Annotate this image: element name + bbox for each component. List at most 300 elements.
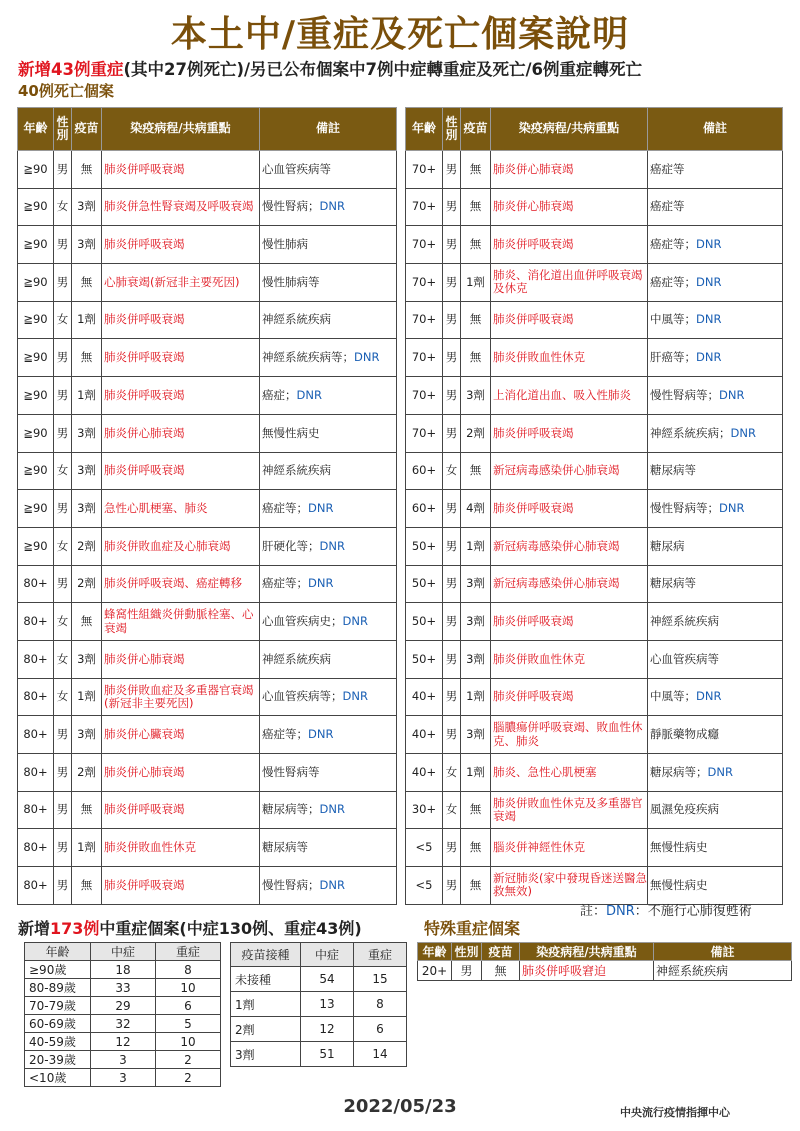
age-cell: 80+	[18, 640, 54, 678]
note-text: 癌症等；	[650, 274, 696, 289]
note-text: 慢性肺病	[262, 237, 308, 252]
table-row	[18, 339, 397, 377]
table-row	[418, 961, 792, 981]
col-header-disease: 染疫病程/共病重點	[491, 108, 648, 151]
column-header: 中症	[301, 943, 354, 967]
disease-cell: 肺炎併急性腎衰竭及呼吸衰竭	[102, 188, 260, 226]
vaccine-cell: 3劑	[461, 603, 491, 641]
note-cell	[260, 301, 397, 339]
vaccine-cell: 無	[461, 867, 491, 905]
table-row	[406, 226, 783, 264]
table-row	[18, 527, 397, 565]
table-row	[18, 565, 397, 603]
sex-cell: 男	[54, 565, 72, 603]
table-row	[18, 188, 397, 226]
sex-cell: 男	[443, 527, 461, 565]
disease-cell: 新冠病毒感染併心肺衰竭	[491, 527, 648, 565]
sex-cell: 男	[54, 414, 72, 452]
note-text: 糖尿病等；	[650, 764, 708, 779]
age-cell: ≧90	[18, 188, 54, 226]
table-cell: 20+	[418, 961, 452, 981]
disease-cell: 新冠病毒感染併心肺衰竭	[491, 452, 648, 490]
vaccine-cell: 無	[72, 264, 102, 302]
vaccine-cell: 3劑	[72, 226, 102, 264]
age-cell: 80+	[18, 754, 54, 792]
note-cell	[260, 151, 397, 189]
table-row	[18, 377, 397, 415]
col-header-age: 年齡	[18, 108, 54, 151]
age-cell: ≧90	[18, 490, 54, 528]
disease-cell: 新冠肺炎(家中發現昏迷送醫急救無效)	[491, 867, 648, 905]
disease-cell: 肺炎、消化道出血併呼吸衰竭及休克	[491, 264, 648, 302]
vaccine-cell: 3劑	[72, 490, 102, 528]
vaccine-cell: 1劑	[461, 264, 491, 302]
disease-cell: 肺炎併呼吸衰竭	[491, 490, 648, 528]
note-text: 癌症等；	[262, 576, 308, 591]
note-text: 中風等；	[650, 312, 696, 327]
table-row	[406, 188, 783, 226]
age-cell: 40+	[406, 754, 443, 792]
disease-cell: 肺炎、急性心肌梗塞	[491, 754, 648, 792]
vaccine-cell: 3劑	[72, 716, 102, 754]
note-text: 心血管疾病等	[262, 161, 331, 176]
table-row	[18, 754, 397, 792]
table-row	[406, 301, 783, 339]
table-cell: <10歲	[25, 1069, 91, 1087]
dnr-label: DNR	[319, 199, 345, 214]
table-cell: 10	[156, 979, 221, 997]
note-text: 癌症等；	[262, 500, 308, 515]
table-cell: 10	[156, 1033, 221, 1051]
table-row	[406, 678, 783, 716]
sex-cell: 女	[54, 188, 72, 226]
note-cell	[648, 414, 783, 452]
table-row	[231, 967, 407, 992]
vaccine-cell: 3劑	[72, 414, 102, 452]
table-row	[18, 452, 397, 490]
sex-cell: 男	[443, 226, 461, 264]
disease-cell: 肺炎併呼吸衰竭	[102, 867, 260, 905]
note-text: 無慢性病史	[650, 840, 708, 855]
note-text: 糖尿病等	[650, 463, 696, 478]
note-cell	[648, 791, 783, 829]
age-cell: 80+	[18, 716, 54, 754]
vaccine-cell: 1劑	[461, 678, 491, 716]
table-cell: ≥90歲	[25, 961, 91, 979]
dnr-label: DNR	[342, 689, 368, 704]
disease-cell: 肺炎併心臟衰竭	[102, 716, 260, 754]
age-cell: ≧90	[18, 527, 54, 565]
table-cell: 8	[156, 961, 221, 979]
table-row	[406, 414, 783, 452]
sex-cell: 男	[443, 377, 461, 415]
table-row	[18, 716, 397, 754]
note-cell	[260, 791, 397, 829]
age-cell: ≧90	[18, 414, 54, 452]
disease-cell: 肺炎併呼吸衰竭	[102, 226, 260, 264]
table-row	[18, 829, 397, 867]
age-cell: 50+	[406, 603, 443, 641]
note-cell	[648, 188, 783, 226]
vaccine-cell: 2劑	[72, 754, 102, 792]
column-header: 性別	[452, 943, 482, 961]
sex-cell: 女	[54, 452, 72, 490]
age-cell: 70+	[406, 226, 443, 264]
table-row	[406, 603, 783, 641]
table-row	[406, 829, 783, 867]
note-cell	[648, 754, 783, 792]
vaccine-cell: 無	[461, 791, 491, 829]
age-cell: 30+	[406, 791, 443, 829]
sex-cell: 男	[54, 829, 72, 867]
column-header: 中症	[91, 943, 156, 961]
table-cell: 2劑	[231, 1017, 301, 1042]
disease-cell: 心肺衰竭(新冠非主要死因)	[102, 264, 260, 302]
table-row	[406, 264, 783, 302]
sex-cell: 女	[54, 640, 72, 678]
table-header	[231, 943, 407, 967]
age-cell: 40+	[406, 716, 443, 754]
table-row	[231, 1042, 407, 1067]
age-cell: 70+	[406, 151, 443, 189]
footnote-dnr: DNR	[606, 904, 635, 919]
dnr-label: DNR	[308, 500, 334, 515]
age-breakdown-table	[24, 942, 221, 1087]
age-cell: ≧90	[18, 301, 54, 339]
sex-cell: 男	[54, 377, 72, 415]
note-cell	[648, 490, 783, 528]
table-row	[18, 264, 397, 302]
sex-cell: 男	[443, 414, 461, 452]
note-cell	[648, 264, 783, 302]
severe-section-title	[18, 916, 362, 939]
table-row	[406, 791, 783, 829]
sex-cell: 男	[443, 603, 461, 641]
disease-cell: 肺炎併呼吸衰竭	[102, 339, 260, 377]
vaccine-cell: 無	[461, 226, 491, 264]
age-cell: 80+	[18, 867, 54, 905]
table-row	[406, 452, 783, 490]
sex-cell: 男	[443, 678, 461, 716]
note-cell	[260, 452, 397, 490]
dnr-label: DNR	[730, 425, 756, 440]
vaccine-cell: 無	[72, 603, 102, 641]
age-cell: <5	[406, 867, 443, 905]
disease-cell: 腦膿瘍併呼吸衰竭、敗血性休克、肺炎	[491, 716, 648, 754]
note-text: 糖尿病等	[262, 840, 308, 855]
sex-cell: 男	[443, 301, 461, 339]
disease-cell: 肺炎併敗血症及多重器官衰竭(新冠非主要死因)	[102, 678, 260, 716]
age-cell: 40+	[406, 678, 443, 716]
note-cell	[260, 527, 397, 565]
note-cell	[648, 377, 783, 415]
age-cell: 70+	[406, 301, 443, 339]
dnr-label: DNR	[342, 613, 368, 628]
disease-cell: 新冠病毒感染併心肺衰竭	[491, 565, 648, 603]
note-text: 無慢性病史	[650, 877, 708, 892]
table-row	[18, 414, 397, 452]
note-text: 癌症等	[650, 161, 685, 176]
table-row	[406, 490, 783, 528]
vaccine-cell: 無	[72, 339, 102, 377]
table-row	[406, 754, 783, 792]
footnote-text: ：不施行心肺復甦術	[634, 904, 752, 919]
note-text: 神經系統疾病	[262, 463, 331, 478]
age-cell: ≧90	[18, 339, 54, 377]
age-cell: ≧90	[18, 377, 54, 415]
note-text: 靜脈藥物成癮	[650, 727, 719, 742]
note-text: 糖尿病等	[650, 576, 696, 591]
note-cell	[260, 490, 397, 528]
table-row	[406, 339, 783, 377]
note-cell	[260, 754, 397, 792]
table-row	[18, 640, 397, 678]
age-cell: 70+	[406, 264, 443, 302]
note-cell	[260, 678, 397, 716]
dnr-label: DNR	[696, 350, 722, 365]
note-text: 慢性腎病等	[262, 764, 320, 779]
vaccine-cell: 3劑	[72, 452, 102, 490]
disease-cell: 肺炎併呼吸衰竭	[491, 301, 648, 339]
organization-name: 中央流行疫情指揮中心	[620, 1106, 730, 1119]
vaccine-cell: 無	[72, 151, 102, 189]
vaccine-cell: 1劑	[461, 527, 491, 565]
table-cell: 70-79歲	[25, 997, 91, 1015]
note-text: 心血管疾病等	[650, 651, 719, 666]
disease-cell: 肺炎併呼吸衰竭	[491, 603, 648, 641]
age-cell: 70+	[406, 339, 443, 377]
table-row	[25, 1015, 221, 1033]
death-table-right	[405, 107, 783, 905]
dnr-label: DNR	[696, 689, 722, 704]
sex-cell: 女	[54, 527, 72, 565]
dnr-label: DNR	[296, 387, 322, 402]
report-date: 2022/05/23	[343, 1096, 457, 1117]
note-cell	[648, 640, 783, 678]
column-header: 重症	[354, 943, 407, 967]
age-cell: 60+	[406, 452, 443, 490]
disease-cell: 肺炎併心肺衰竭	[102, 414, 260, 452]
note-text: 慢性腎病等；	[650, 500, 719, 515]
sex-cell: 男	[443, 829, 461, 867]
sex-cell: 男	[443, 490, 461, 528]
dnr-label: DNR	[719, 387, 745, 402]
table-row	[231, 1017, 407, 1042]
age-cell: 50+	[406, 640, 443, 678]
note-cell	[260, 414, 397, 452]
vaccine-cell: 1劑	[72, 301, 102, 339]
age-cell: 80+	[18, 791, 54, 829]
note-text: 肝癌等；	[650, 350, 696, 365]
disease-cell: 腦炎併神經性休克	[491, 829, 648, 867]
note-text: 中風等；	[650, 689, 696, 704]
note-text: 慢性肺病等	[262, 274, 320, 289]
sex-cell: 男	[443, 264, 461, 302]
dnr-label: DNR	[319, 538, 345, 553]
note-text: 神經系統疾病	[262, 312, 331, 327]
note-text: 糖尿病等；	[262, 802, 320, 817]
table-row	[406, 377, 783, 415]
col-header-sex: 性別	[54, 108, 72, 151]
age-cell: ≧90	[18, 226, 54, 264]
sex-cell: 男	[443, 640, 461, 678]
col-header-vaccine: 疫苗	[72, 108, 102, 151]
page-title: 本土中/重症及死亡個案說明	[170, 14, 630, 55]
note-cell	[260, 226, 397, 264]
vaccine-cell: 1劑	[461, 754, 491, 792]
disease-cell: 肺炎併敗血性休克	[491, 339, 648, 377]
age-cell: 80+	[18, 603, 54, 641]
table-cell: 33	[91, 979, 156, 997]
table-cell: 12	[91, 1033, 156, 1051]
vaccine-cell: 無	[72, 791, 102, 829]
note-text: 心血管疾病史；	[262, 613, 343, 628]
table-cell: 3	[91, 1069, 156, 1087]
age-cell: <5	[406, 829, 443, 867]
death-section-title: 40例死亡個案	[18, 82, 114, 100]
death-table-left	[17, 107, 397, 905]
sex-cell: 男	[54, 716, 72, 754]
table-cell: 51	[301, 1042, 354, 1067]
dnr-footnote	[580, 900, 752, 919]
table-row	[406, 716, 783, 754]
vaccine-cell: 3劑	[72, 640, 102, 678]
disease-cell: 肺炎併心肺衰竭	[102, 754, 260, 792]
severe-title-prefix: 新增	[18, 919, 51, 938]
table-cell: 32	[91, 1015, 156, 1033]
death-table-header	[406, 108, 783, 151]
table-cell: 1劑	[231, 992, 301, 1017]
page-subtitle	[18, 56, 642, 80]
note-text: 糖尿病	[650, 538, 685, 553]
severe-title-rest: 中重症個案(中症130例、重症43例)	[99, 919, 362, 938]
table-cell: 2	[156, 1069, 221, 1087]
table-cell: 2	[156, 1051, 221, 1069]
severe-title-count: 173例	[50, 919, 100, 938]
disease-cell: 肺炎併心肺衰竭	[491, 151, 648, 189]
table-cell: 12	[301, 1017, 354, 1042]
table-row	[18, 301, 397, 339]
sex-cell: 女	[54, 678, 72, 716]
table-cell: 18	[91, 961, 156, 979]
disease-cell: 肺炎併敗血症及心肺衰竭	[102, 527, 260, 565]
age-cell: ≧90	[18, 452, 54, 490]
note-cell	[260, 377, 397, 415]
table-row	[406, 151, 783, 189]
dnr-label: DNR	[319, 802, 345, 817]
table-row	[18, 867, 397, 905]
vaccine-cell: 2劑	[72, 527, 102, 565]
note-cell	[260, 264, 397, 302]
sex-cell: 男	[443, 716, 461, 754]
disease-cell: 上消化道出血、吸入性肺炎	[491, 377, 648, 415]
dnr-label: DNR	[308, 727, 334, 742]
vaccine-cell: 2劑	[461, 414, 491, 452]
column-header: 染疫病程/共病重點	[520, 943, 654, 961]
table-header	[418, 943, 792, 961]
dnr-label: DNR	[319, 877, 345, 892]
table-cell: 54	[301, 967, 354, 992]
vaccine-cell: 無	[461, 452, 491, 490]
special-section-title: 特殊重症個案	[424, 919, 521, 938]
note-text: 癌症等	[650, 199, 685, 214]
subtitle-highlight: 新增43例重症	[18, 60, 124, 79]
table-row	[18, 791, 397, 829]
note-cell	[260, 640, 397, 678]
table-cell: 14	[354, 1042, 407, 1067]
vaccine-cell: 3劑	[461, 640, 491, 678]
table-row	[18, 603, 397, 641]
disease-cell: 肺炎併心肺衰竭	[491, 188, 648, 226]
note-text: 癌症等；	[262, 727, 308, 742]
disease-cell: 肺炎併呼吸衰竭	[491, 678, 648, 716]
note-cell	[260, 716, 397, 754]
sex-cell: 男	[54, 226, 72, 264]
sex-cell: 女	[443, 754, 461, 792]
note-text: 神經系統疾病	[650, 613, 719, 628]
table-cell: 無	[482, 961, 520, 981]
vaccine-cell: 無	[461, 339, 491, 377]
note-text: 神經系統疾病	[262, 651, 331, 666]
table-row	[25, 979, 221, 997]
column-header: 年齡	[25, 943, 91, 961]
sex-cell: 男	[443, 867, 461, 905]
table-row	[406, 565, 783, 603]
note-text: 神經系統疾病等；	[262, 350, 354, 365]
note-text: 神經系統疾病；	[650, 425, 731, 440]
col-header-age: 年齡	[406, 108, 443, 151]
vaccine-cell: 無	[461, 151, 491, 189]
disease-cell: 肺炎併心肺衰竭	[102, 640, 260, 678]
vaccine-cell: 2劑	[72, 565, 102, 603]
table-cell: 13	[301, 992, 354, 1017]
column-header: 疫苗	[482, 943, 520, 961]
column-header: 重症	[156, 943, 221, 961]
table-cell: 6	[156, 997, 221, 1015]
vaccine-cell: 1劑	[72, 377, 102, 415]
disease-cell: 肺炎併呼吸衰竭	[102, 151, 260, 189]
table-row	[231, 992, 407, 1017]
table-cell: 男	[452, 961, 482, 981]
disease-cell: 肺炎併呼吸衰竭	[491, 414, 648, 452]
note-cell	[260, 339, 397, 377]
dnr-label: DNR	[696, 274, 722, 289]
age-cell: ≧90	[18, 151, 54, 189]
note-text: 心血管疾病等；	[262, 689, 343, 704]
note-cell	[260, 867, 397, 905]
table-cell: 6	[354, 1017, 407, 1042]
table-cell: 3	[91, 1051, 156, 1069]
death-table-header	[18, 108, 397, 151]
note-text: 風濕免疫疾病	[650, 802, 719, 817]
disease-cell: 肺炎併呼吸衰竭	[491, 226, 648, 264]
vaccine-cell: 3劑	[461, 565, 491, 603]
vaccine-cell: 無	[461, 829, 491, 867]
sex-cell: 男	[54, 791, 72, 829]
sex-cell: 男	[54, 339, 72, 377]
table-row	[25, 1069, 221, 1087]
column-header: 年齡	[418, 943, 452, 961]
age-cell: 80+	[18, 565, 54, 603]
note-cell	[648, 339, 783, 377]
age-cell: 70+	[406, 414, 443, 452]
table-cell: 未接種	[231, 967, 301, 992]
disease-cell: 肺炎併呼吸衰竭、癌症轉移	[102, 565, 260, 603]
col-header-sex: 性別	[443, 108, 461, 151]
vaccine-cell: 無	[72, 867, 102, 905]
table-row	[18, 678, 397, 716]
note-text: 無慢性病史	[262, 425, 320, 440]
